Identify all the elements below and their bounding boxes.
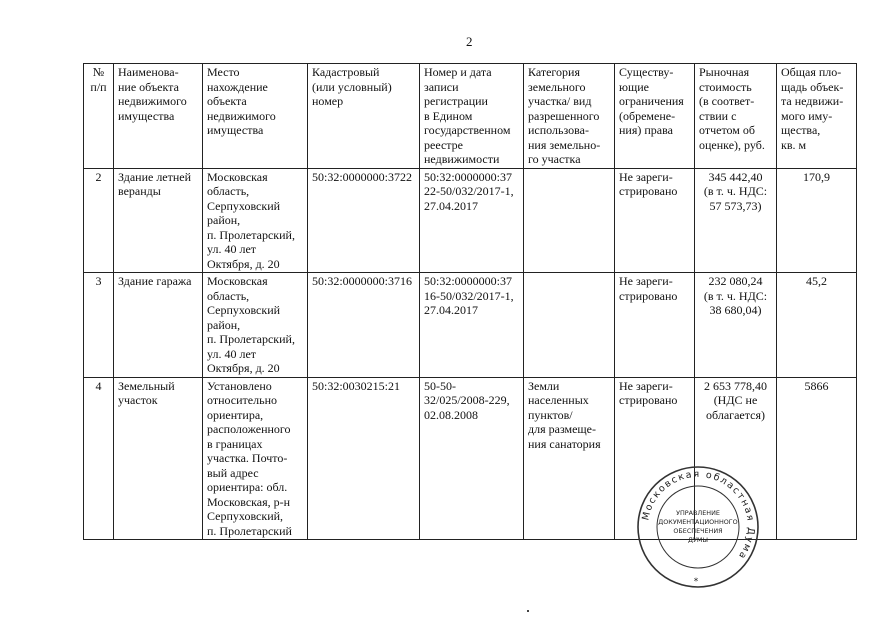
official-stamp: [636, 465, 760, 589]
cell-area: 170,9: [777, 168, 857, 273]
cell-registration: 50-50- 32/025/2008-229, 02.08.2008: [420, 377, 524, 540]
cell-category: Земли населенных пунктов/ для размеще- ния санатория: [524, 377, 615, 540]
cell-cadastral: 50:32:0030215:21: [308, 377, 420, 540]
cell-location: Московская область, Серпуховский район, п. Пролетарский, ул. 40 лет Октября, д. 20: [203, 273, 308, 378]
cell-category: [524, 168, 615, 273]
cell-area: 45,2: [777, 273, 857, 378]
cell-price: 345 442,40 (в т. ч. НДС: 57 573,73): [695, 168, 777, 273]
cell-restrictions: Не зареги- стрировано: [615, 377, 695, 540]
stamp-ring-text: Московская областная Дума: [640, 468, 757, 562]
scan-speck: [527, 610, 529, 612]
cell-name: Земельный участок: [114, 377, 203, 540]
table-row: [84, 273, 857, 378]
header-name: Наименова- ние объекта недвижимого имущества: [114, 64, 203, 169]
table-header-row: [84, 64, 857, 169]
cell-cadastral: 50:32:0000000:3716: [308, 273, 420, 378]
cell-registration: 50:32:0000000:37 16-50/032/2017-1, 27.04.2017: [420, 273, 524, 378]
header-restrictions: Существу- ющие ограничения (обремене- ния) права: [615, 64, 695, 169]
cell-restrictions: Не зареги- стрировано: [615, 168, 695, 273]
cell-num: 3: [84, 273, 114, 378]
header-location: Место нахождение объекта недвижимого имущества: [203, 64, 308, 169]
cell-area: 5866: [777, 377, 857, 540]
header-price: Рыночная стоимость (в соответ- ствии с отчетом об оценке), руб.: [695, 64, 777, 169]
header-num: № п/п: [84, 64, 114, 169]
cell-name: Здание летней веранды: [114, 168, 203, 273]
cell-num: 4: [84, 377, 114, 540]
header-registration: Номер и дата записи регистрации в Едином государственном реестре недвижимости: [420, 64, 524, 169]
header-cadastral: Кадастровый (или условный) номер: [308, 64, 420, 169]
stamp-star-icon: *: [693, 577, 699, 587]
cell-category: [524, 273, 615, 378]
cell-cadastral: 50:32:0000000:3722: [308, 168, 420, 273]
cell-location: Московская область, Серпуховский район, п. Пролетарский, ул. 40 лет Октября, д. 20: [203, 168, 308, 273]
cell-name: Здание гаража: [114, 273, 203, 378]
cell-price: 232 080,24 (в т. ч. НДС: 38 680,04): [695, 273, 777, 378]
stamp-line-1: УПРАВЛЕНИЕ: [676, 509, 720, 517]
stamp-line-2: ДОКУМЕНТАЦИОННОГО: [658, 518, 738, 526]
header-area: Общая пло- щадь объек- та недвижи- мого иму- щества, кв. м: [777, 64, 857, 169]
cell-registration: 50:32:0000000:37 22-50/032/2017-1, 27.04.2017: [420, 168, 524, 273]
cell-price: 2 653 778,40 (НДС не облагается): [695, 377, 777, 540]
table-row: [84, 168, 857, 273]
cell-location: Установлено относительно ориентира, расположенного в границах участка. Почто- вый адрес ориентира: обл. Московская, р-н Серпуховский, п. Пролетарский: [203, 377, 308, 540]
cell-num: 2: [84, 168, 114, 273]
page-number: 2: [466, 34, 473, 49]
stamp-line-3: ОБЕСПЕЧЕНИЯ: [673, 527, 723, 535]
stamp-line-4: ДУМЫ: [687, 536, 709, 544]
header-category: Категория земельного участка/ вид разрешенного использова- ния земельно- го участка: [524, 64, 615, 169]
cell-restrictions: Не зареги- стрировано: [615, 273, 695, 378]
